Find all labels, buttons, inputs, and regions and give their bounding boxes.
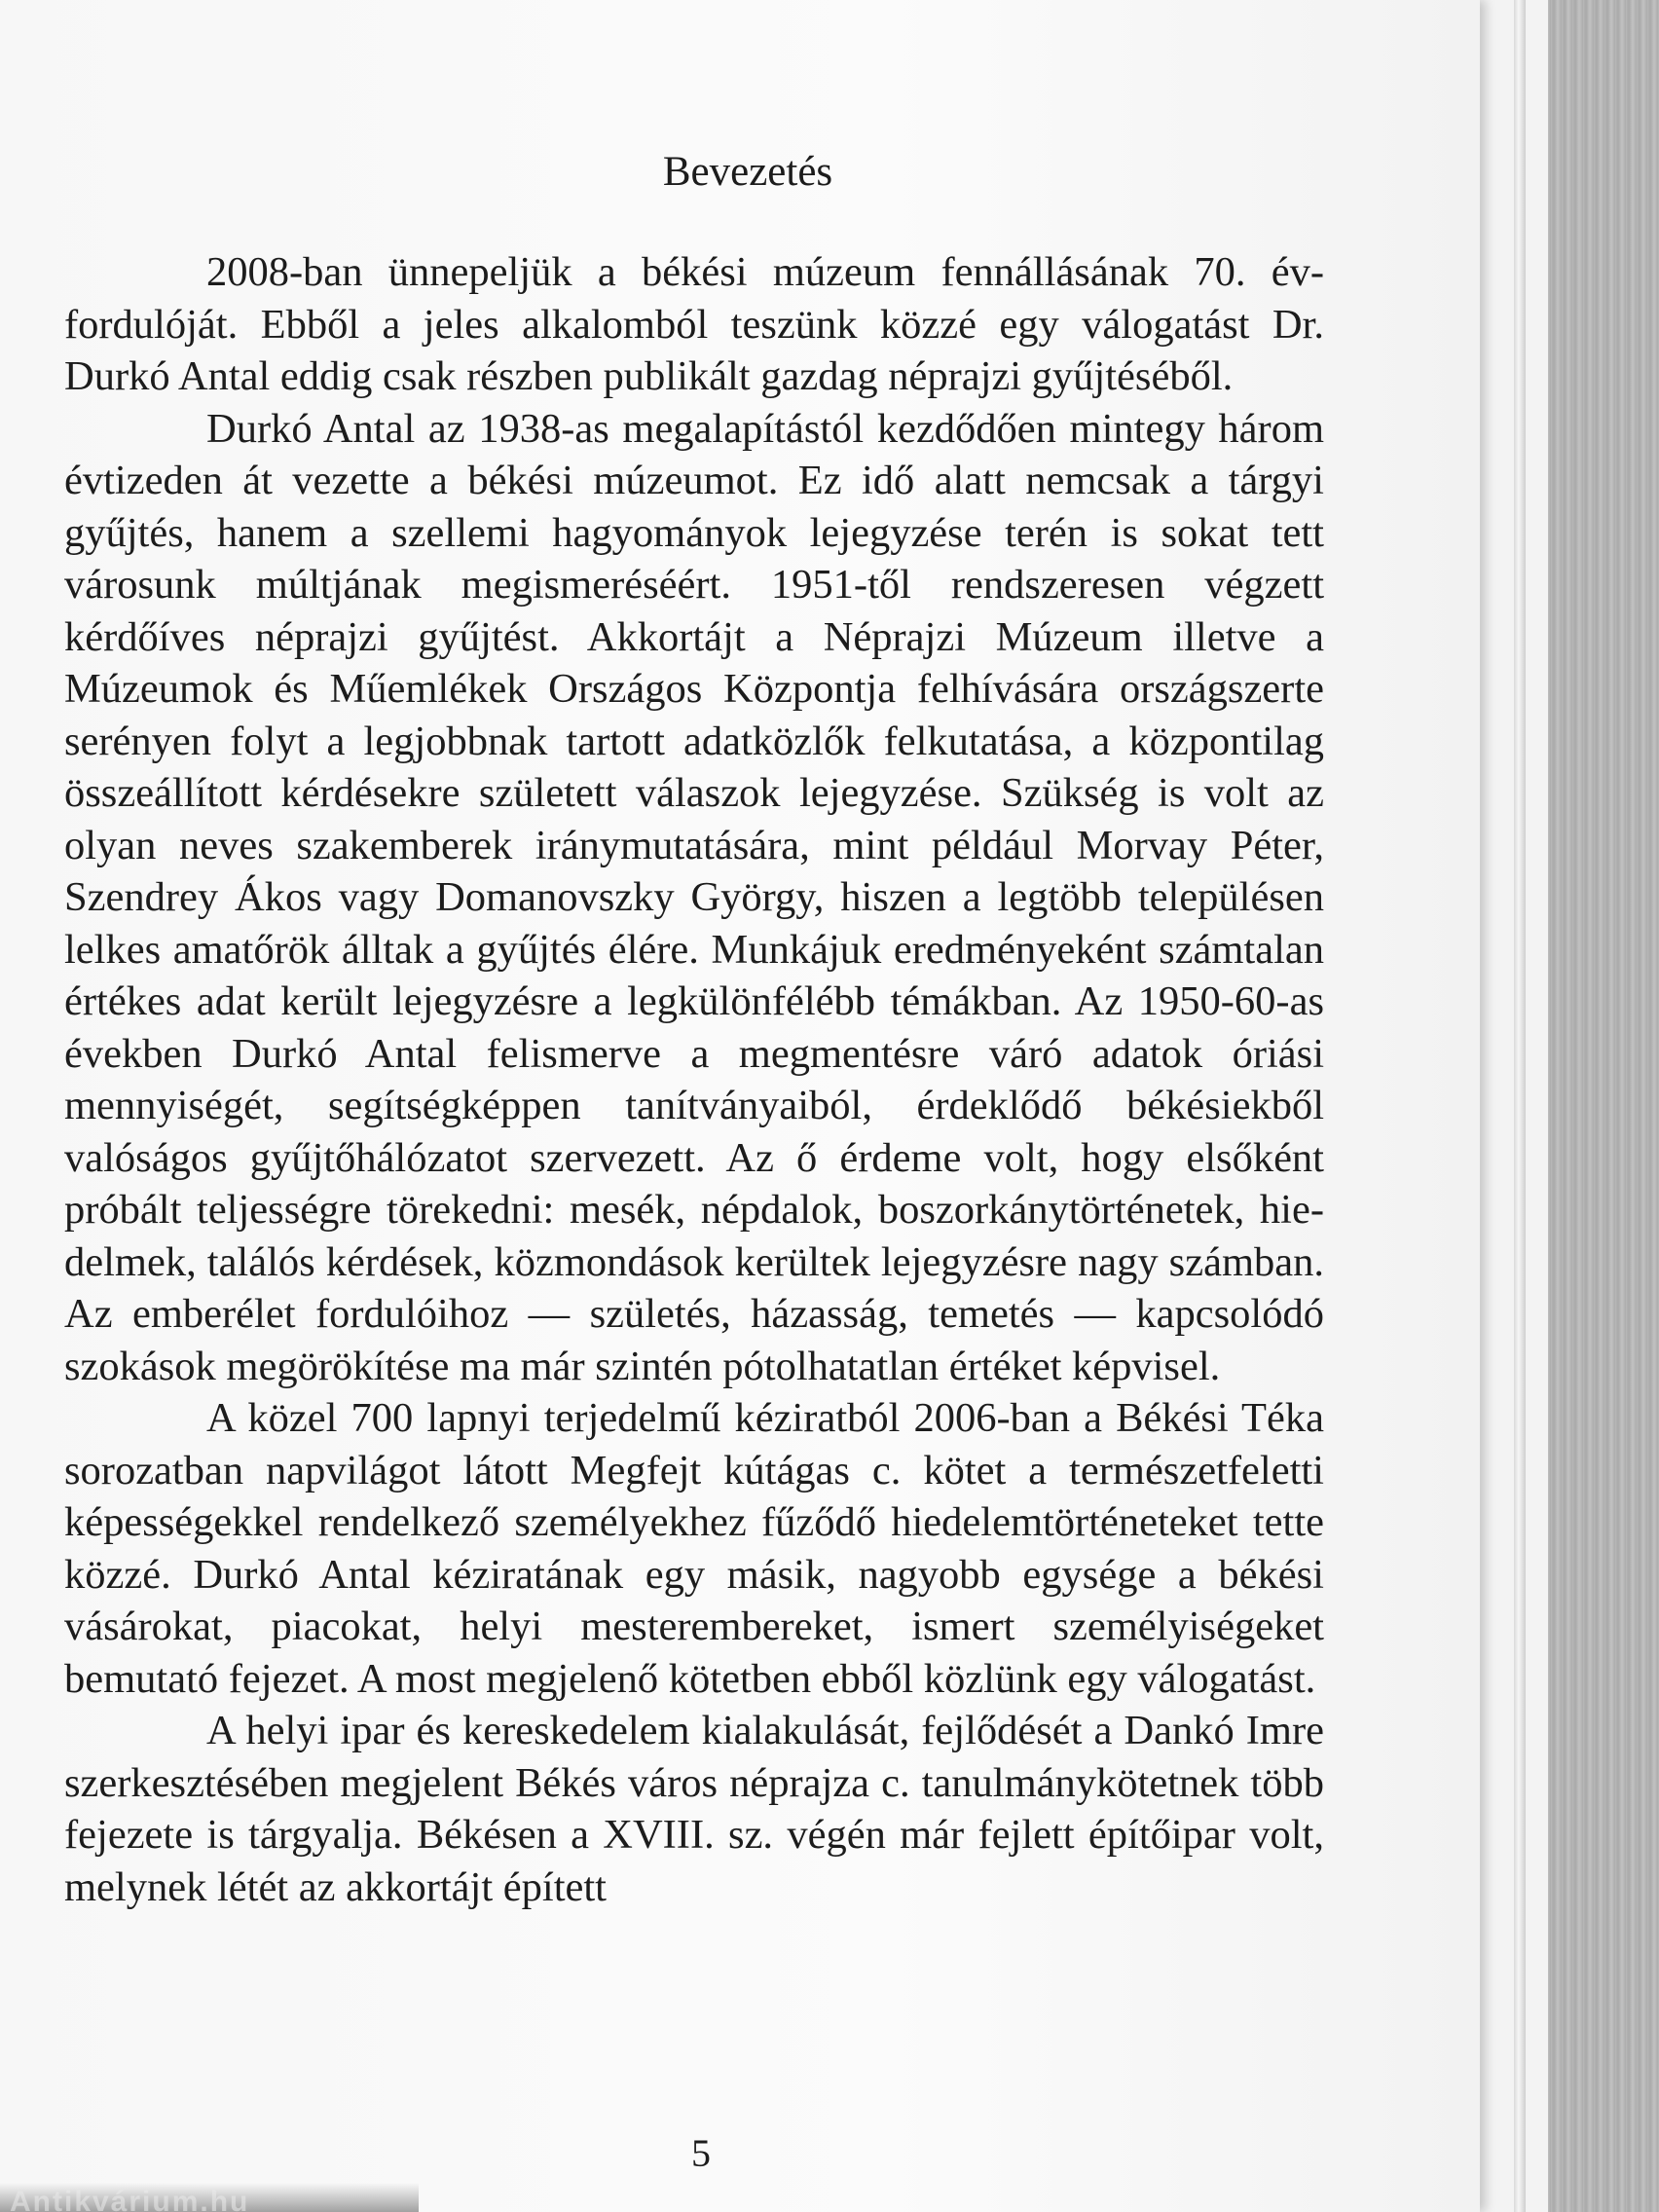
watermark: Antikvárium.hu <box>0 2183 419 2212</box>
page-number: 5 <box>691 2131 711 2175</box>
paragraph-4: A helyi ipar és kereskedelem kialakulását, fejlődését a Dankó Imre szerkesztésében megjelent Békés város néprajza c. tanulmánykötetnek több fejezete is tárgyalja. Békésen a XVIII. sz. végén már fejlett építőipar volt, melynek létét az akkortájt épített <box>64 1708 1324 1910</box>
paragraph-1: 2008-ban ünnepeljük a békési múzeum fennállásának 70. évfordulóját. Ebből a jeles alkalomból teszünk közzé egy válogatást Dr. Durkó Antal eddig csak részben publikált gazdag néprajzi gyűjtéséből. <box>64 249 1324 399</box>
page-stack-edge <box>1514 0 1526 2212</box>
paragraph-3: A közel 700 lapnyi terjedelmű kéziratból 2006-ban a Békési Téka sorozatban napvilágot látott Megfejt kútágas c. kötet a természetfeletti képességekkel rendelkező személyekhez fűződő hiedelemtörténeteket tette közzé. Durkó Antal kéziratának egy másik, nagyobb egysége a békési vásárokat, piacokat, helyi mesterembereket, ismert személyiségeket bemutató fejezet. A most megjelenő kötetben ebből közlünk egy válogatást. <box>64 1395 1324 1702</box>
paragraph-2: Durkó Antal az 1938-as megalapítástól kezdődően mintegy három évtizeden át vezette a békési múzeumot. Ez idő alatt nemcsak a tárgyi gyűjtés, hanem a szellemi hagyományok lejegyzése terén is sokat tett városunk múltjának megismeréséért. 1951-től rendszeresen végzett kérdőíves néprajzi gyűjtést. Akkortájt a Néprajzi Múzeum illetve a Múzeumok és Műemlékek Országos Központja felhívására országszerte serényen folyt a legjobbnak tartott adatközlők felkutatása, a központilag összeállított kérdésekre született válaszok lejegyzése. Szükség is volt az olyan neves szakemberek iránymutatására, mint például Morvay Péter, Szendrey Ákos vagy Domanovszky György, hiszen a legtöbb településen lelkes amatőrök álltak a gyűjtés élére. Munkájuk eredményeként számtalan értékes adat került lejegyzésre a legkülönfélébb témákban. Az 1950-60-as években Durkó Antal felismerve a megmentésre váró adatok óriási mennyiségét, segítségképpen tanítványaiból, érdeklődő békésiekből valóságos gyűjtőhálózatot szervezett. Az ő érdeme volt, hogy elsőként próbált teljességre törekedni: mesék, népdalok, boszorkánytörténetek, hiedelmek, találós kérdések, közmondások kerültek lejegyzésre nagy számban. Az emberélet fordulóihoz — születés, házasság, temetés — kapcsolódó szokások megörökítése ma már szintén pótolhatatlan értéket képvisel. <box>64 405 1324 1389</box>
page-text <box>64 146 1324 1913</box>
page-title: Bevezetés <box>662 149 833 195</box>
